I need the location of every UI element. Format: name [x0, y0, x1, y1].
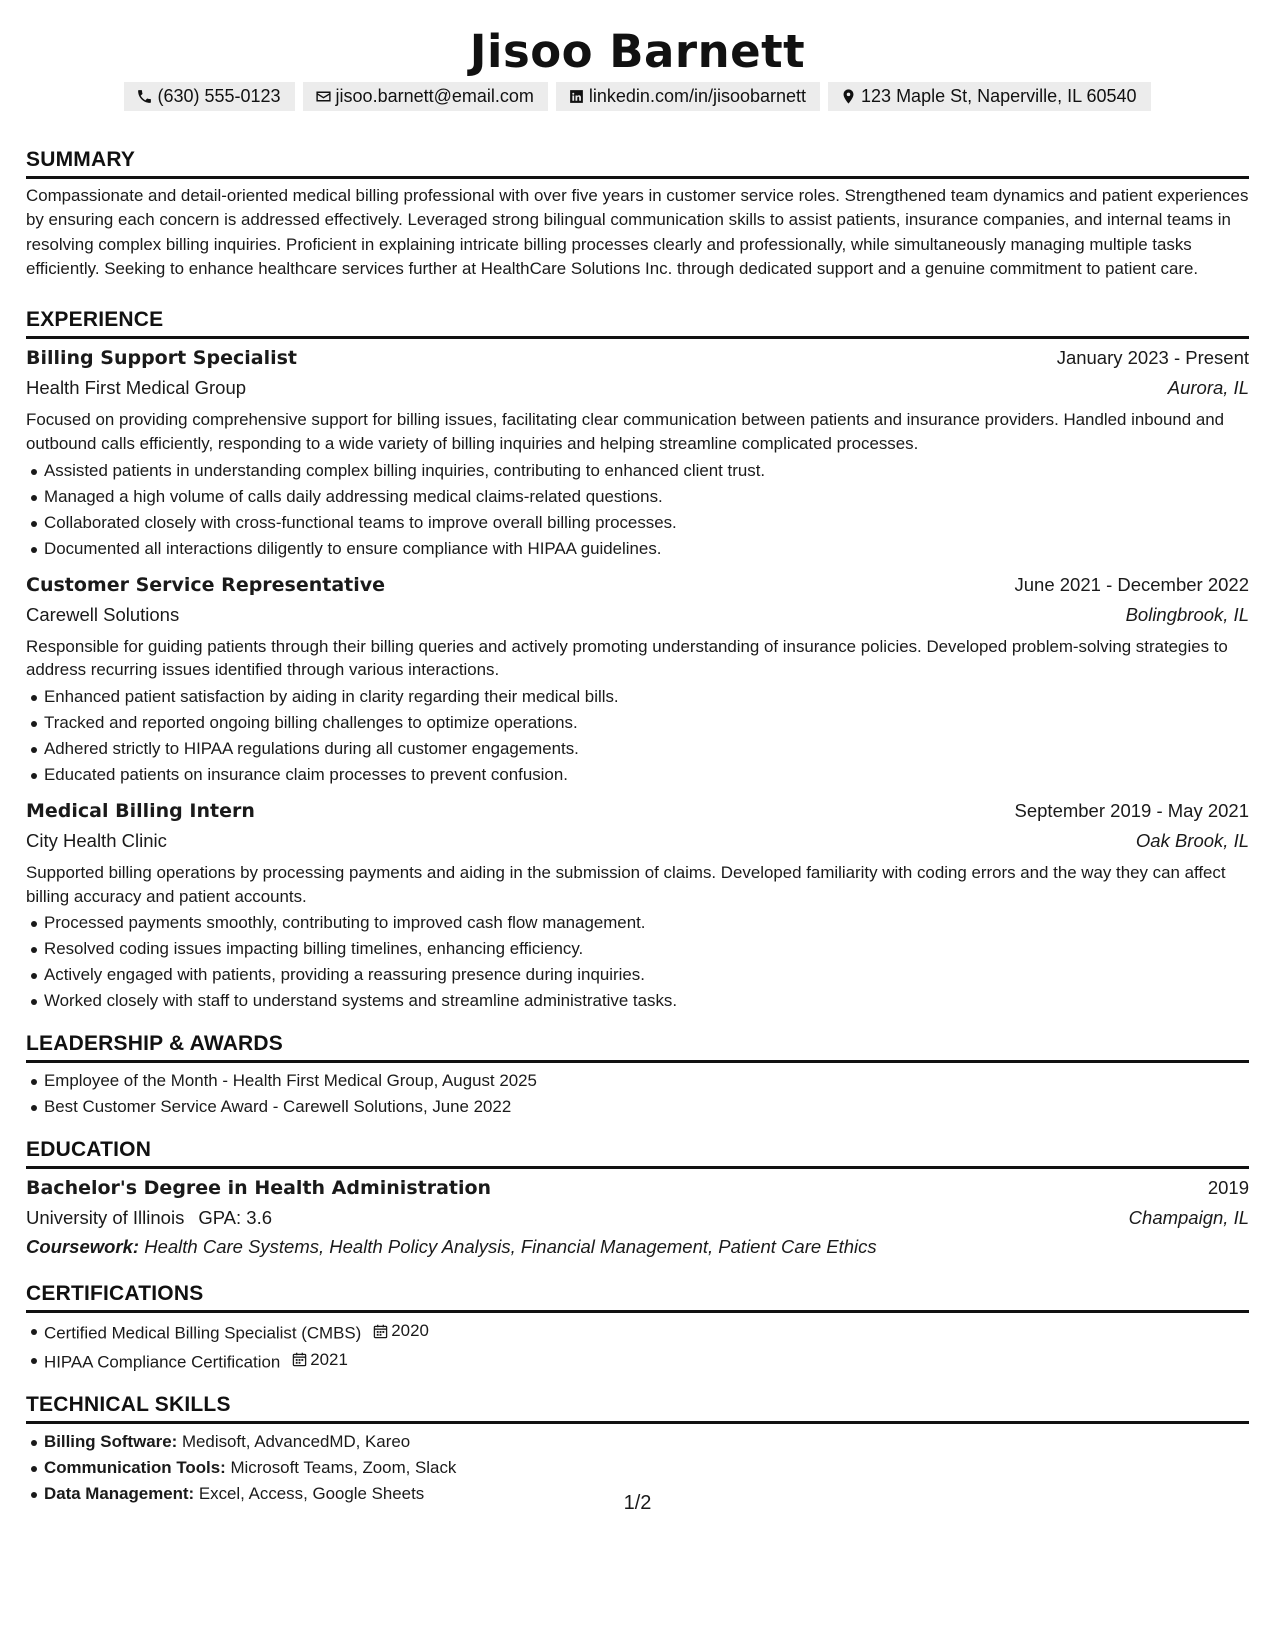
list-item: Tracked and reported ongoing billing challenges to optimize operations. [26, 710, 1249, 736]
calendar-icon [373, 1324, 388, 1339]
job-location: Aurora, IL [1167, 377, 1249, 399]
skill-value: Excel, Access, Google Sheets [198, 1484, 425, 1504]
certification-year: 2020 [391, 1321, 429, 1341]
job-description: Supported billing operations by processing payments and aiding in the submission of claims. Developed familiarity with coding errors and the way they can affect billing accuracy and patient accounts. [26, 863, 1226, 906]
certifications-list [26, 1318, 1249, 1375]
leadership-section [26, 1031, 1249, 1120]
linkedin-text: linkedin.com/in/jisoobarnett [588, 86, 807, 106]
degree-name: Bachelor's Degree in Health Administration [26, 1177, 492, 1200]
calendar-icon [292, 1352, 307, 1367]
skill-value: Microsoft Teams, Zoom, Slack [230, 1458, 457, 1478]
list-item: Actively engaged with patients, providing a reassuring presence during inquiries. [26, 962, 1249, 988]
job-title: Customer Service Representative [26, 573, 386, 596]
job-bullets [26, 910, 1249, 1014]
list-item: Collaborated closely with cross-functional teams to improve overall billing processes. [26, 510, 1249, 536]
skills-section [26, 1392, 1249, 1507]
job-bullets [26, 458, 1249, 562]
list-item: Employee of the Month - Health First Medical Group, August 2025 [26, 1068, 1249, 1094]
list-item [26, 1347, 1249, 1376]
job-description: Responsible for guiding patients through their billing queries and actively promoting understanding of insurance policies. Developed problem-solving strategies to address recurring issues identified through various interactions. [26, 636, 1228, 680]
contact-linkedin[interactable] [556, 82, 820, 111]
email-text: jisoo.barnett@email.com [335, 86, 534, 106]
list-item: Educated patients on insurance claim processes to prevent confusion. [26, 762, 1249, 788]
linkedin-icon [568, 88, 585, 105]
list-item: Processed payments smoothly, contributing to improved cash flow management. [26, 910, 1249, 936]
skill-label: Data Management: [44, 1484, 195, 1504]
envelope-icon [315, 88, 332, 105]
list-item: Managed a high volume of calls daily addressing medical claims-related questions. [26, 484, 1249, 510]
job-description: Focused on providing comprehensive support for billing issues, facilitating clear communication between patients and insurance providers. Handled inbound and outbound calls efficiently, responding to a wide variety of billing inquiries and helping streamline complicated processes. [26, 410, 1225, 453]
job-organization: Carewell Solutions [26, 603, 180, 625]
list-item [26, 1318, 1249, 1347]
awards-list [26, 1068, 1249, 1120]
school-location: Champaign, IL [1128, 1207, 1249, 1229]
contact-bar [26, 82, 1249, 111]
certification-name: Certified Medical Billing Specialist (CMBS) [44, 1323, 362, 1343]
certification-year: 2021 [310, 1349, 348, 1369]
skill-label: Billing Software: [44, 1432, 178, 1452]
contact-phone[interactable] [124, 82, 294, 111]
list-item: Assisted patients in understanding complex billing inquiries, contributing to enhanced client trust. [26, 458, 1249, 484]
job-dates: June 2021 - December 2022 [1014, 573, 1249, 595]
section-title-leadership: LEADERSHIP & AWARDS [26, 1031, 1249, 1063]
job-dates: September 2019 - May 2021 [1014, 800, 1249, 821]
job-title: Billing Support Specialist [26, 347, 297, 370]
summary-section [26, 147, 1249, 281]
job-entry [26, 572, 1249, 788]
section-title-summary: SUMMARY [26, 147, 1249, 179]
job-title: Medical Billing Intern [26, 800, 255, 822]
list-item: Worked closely with staff to understand systems and streamline administrative tasks. [26, 988, 1249, 1014]
list-item [26, 1429, 1249, 1455]
coursework-list: Health Care Systems, Health Policy Analysis, Financial Management, Patient Care Ethics [144, 1236, 877, 1258]
list-item [26, 1455, 1249, 1481]
list-item: Best Customer Service Award - Carewell Solutions, June 2022 [26, 1094, 1249, 1120]
gpa: GPA: 3.6 [198, 1207, 273, 1229]
map-pin-icon [840, 88, 857, 105]
list-item: Adhered strictly to HIPAA regulations during all customer engagements. [26, 736, 1249, 762]
contact-address[interactable] [828, 82, 1151, 111]
job-entry [26, 798, 1249, 1014]
skill-label: Communication Tools: [44, 1458, 226, 1478]
list-item: Enhanced patient satisfaction by aiding in clarity regarding their medical bills. [26, 684, 1249, 710]
coursework [26, 1233, 1249, 1260]
graduation-year: 2019 [1207, 1177, 1249, 1199]
education-section [26, 1137, 1249, 1260]
phone-icon [136, 88, 153, 105]
job-dates: January 2023 - Present [1056, 347, 1249, 369]
job-location: Oak Brook, IL [1135, 830, 1249, 851]
experience-section [26, 307, 1249, 1014]
section-title-skills: TECHNICAL SKILLS [26, 1392, 1249, 1424]
coursework-label: Coursework: [26, 1236, 140, 1258]
job-organization: City Health Clinic [26, 830, 167, 851]
job-location: Bolingbrook, IL [1125, 603, 1249, 625]
job-organization: Health First Medical Group [26, 377, 247, 399]
certifications-section [26, 1281, 1249, 1375]
skill-value: Medisoft, AdvancedMD, Kareo [181, 1432, 411, 1452]
school-name: University of Illinois [26, 1207, 185, 1229]
section-title-education: EDUCATION [26, 1137, 1249, 1169]
page-number: 1/2 [623, 1492, 652, 1514]
contact-email[interactable] [303, 82, 548, 111]
certification-name: HIPAA Compliance Certification [44, 1352, 281, 1372]
section-title-certifications: CERTIFICATIONS [26, 1281, 1249, 1313]
candidate-name: Jisoo Barnett [469, 25, 806, 78]
summary-text: Compassionate and detail-oriented medical billing professional with over five years in customer service roles. Strengthened team dynamics and patient experiences by ensuring each concern is addressed effectively. Leveraged strong bilingual communication skills to assist patients, insurance companies, and internal teams in resolving complex billing inquiries. Proficient in explaining intricate billing processes clearly and professionally, while simultaneously managing multiple tasks efficiently. Seeking to enhance healthcare services further at HealthCare Solutions Inc. through dedicated support and a genuine commitment to patient care. [26, 186, 1249, 278]
list-item: Resolved coding issues impacting billing timelines, enhancing efficiency. [26, 936, 1249, 962]
job-entry [26, 345, 1249, 561]
job-bullets [26, 684, 1249, 788]
phone-text: (630) 555-0123 [157, 86, 281, 106]
address-text: 123 Maple St, Naperville, IL 60540 [861, 86, 1137, 106]
section-title-experience: EXPERIENCE [26, 307, 1249, 339]
list-item: Documented all interactions diligently to ensure compliance with HIPAA guidelines. [26, 536, 1249, 562]
